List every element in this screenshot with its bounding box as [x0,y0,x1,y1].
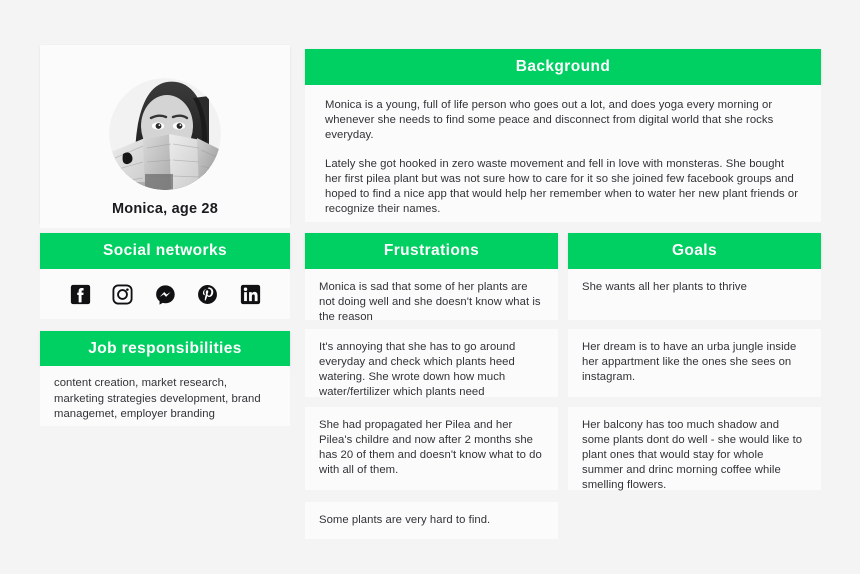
goal-text: Her dream is to have an urba jungle inside her appartment like the ones she sees on instagram. [582,341,797,383]
background-header [305,49,821,85]
background-card [305,85,821,222]
frustration-text: She had propagated her Pilea and her Pilea's childre and now after 2 months she has 20 of them and doesn't know what to do with all of them. [319,419,542,476]
page-title: Monica, age 28 [112,201,218,217]
linkedin-icon[interactable] [240,284,261,305]
frustrations-label: Frustrations [383,242,480,260]
list-item [305,269,558,323]
list-item [305,502,558,539]
persona-name-card [40,190,290,228]
list-item [568,329,821,397]
list-item [568,269,821,320]
background-label: Background [515,58,611,76]
pinterest-icon[interactable] [197,284,218,305]
job-responsibilities-text: content creation, market research, marketing strategies development, brand managemet, employer branding [54,377,261,420]
social-networks-icon-row [40,269,290,319]
frustration-text: Monica is sad that some of her plants are not doing well and she doesn't know what is the reason [319,281,541,323]
goal-text: Her balcony has too much shadow and some plants dont do well - she would like to plant ones that would stay for whole summer and drinc morning coffee while smelling flowers. [582,419,803,491]
background-paragraph: Lately she got hooked in zero waste movement and fell in love with monsteras. She bought her first pilea plant but was not sure how to care for it so she joined few facebook groups and hoped to find a nice app that would help her remember when to water her new plant friends or recognize their names. [325,158,799,215]
messenger-icon[interactable] [155,284,176,305]
background-paragraph: Monica is a young, full of life person who goes out a lot, and does yoga every morning or whenever she needs to find some peace and disconnect from digital world that she rocks everyday. [325,99,774,141]
list-item [305,407,558,490]
frustration-text: Some plants are very hard to find. [319,514,491,526]
goals-header [568,233,821,269]
goals-label: Goals [671,242,718,260]
social-networks-header [40,233,290,269]
frustrations-header [305,233,558,269]
social-networks-label: Social networks [102,242,227,260]
instagram-icon[interactable] [112,284,133,305]
list-item [568,407,821,490]
frustration-text: It's annoying that she has to go around everyday and check which plants heed watering. She wrote down how much water/fertilizer which plants need [319,341,516,398]
goal-text: She wants all her plants to thrive [582,281,747,293]
facebook-icon[interactable] [70,284,91,305]
avatar [109,78,221,190]
job-responsibilities-label: Job responsibilities [88,339,242,357]
list-item [305,329,558,397]
job-responsibilities-header [40,331,290,366]
job-responsibilities-card [40,366,290,426]
